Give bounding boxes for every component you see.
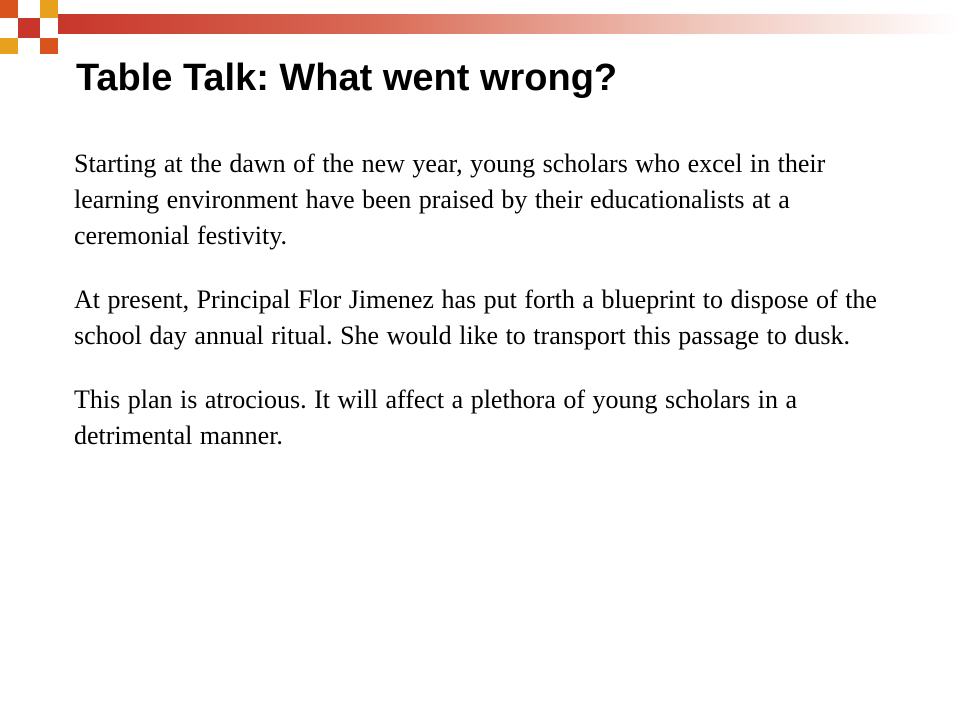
decor-square xyxy=(40,18,58,38)
paragraph-3: This plan is atrocious. It will affect a plethora of young scholars in a detrimental manner. xyxy=(74,385,797,450)
paragraph-2: At present, Principal Flor Jimenez has put forth a blueprint to dispose of the school day annual ritual. She would like to transport this passage to dusk. xyxy=(74,285,877,350)
decor-square xyxy=(18,18,40,38)
header-gradient-bar xyxy=(58,14,960,34)
decor-square xyxy=(40,38,58,54)
decor-square xyxy=(0,18,18,38)
decor-square xyxy=(0,0,18,18)
paragraph-1: Starting at the dawn of the new year, young scholars who excel in their learning environment have been praised by their educationalists at a ceremonial festivity. xyxy=(74,149,826,250)
slide-title: Table Talk: What went wrong? xyxy=(76,57,618,99)
decor-square xyxy=(0,38,18,54)
decor-square xyxy=(18,0,40,18)
slide-body xyxy=(74,146,904,454)
decor-square xyxy=(40,0,58,18)
